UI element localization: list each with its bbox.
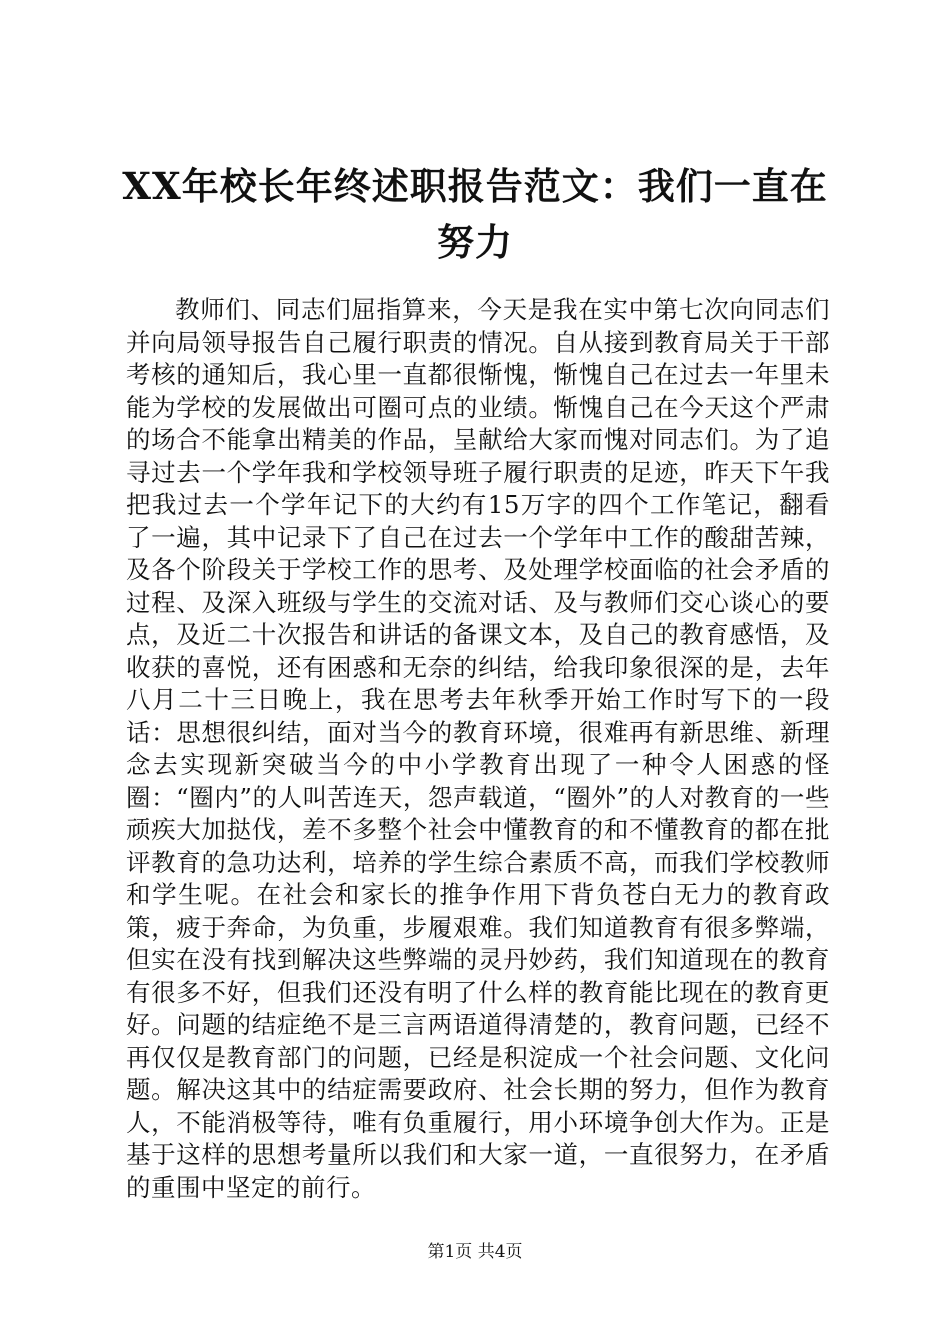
document-title: XX年校长年终述职报告范文：我们一直在努力 — [122, 164, 828, 264]
body-paragraph: 教师们、同志们屈指算来，今天是我在实中第七次向同志们并向局领导报告自己履行职责的情况。自从接到教育局关于干部考核的通知后，我心里一直都很惭愧，惭愧自己在过去一年里未能为学校的发展做出可圈可点的业绩。惭愧自己在今天这个严肃的场合不能拿出精美的作品，呈献给大家而愧对同志们。为了追寻过去一个学年我和学校领导班子履行职责的足迹，昨天下午我把我过去一个学年记下的大约有15万字的四个工作笔记，翻看了一遍，其中记录下了自己在过去一个学年中工作的酸甜苦辣，及各个阶段关于学校工作的思考、及处理学校面临的社会矛盾的过程、及深入班级与学生的交流对话、及与教师们交心谈心的要点，及近二十次报告和讲话的备课文本，及自己的教育感悟，及收获的喜悦，还有困惑和无奈的纠结，给我印象很深的是，去年八月二十三日晚上，我在思考去年秋季开始工作时写下的一段话：思想很纠结，面对当今的教育环境，很难再有新思维、新理念去实现新突破当今的中小学教育出现了一种令人困惑的怪圈：“圈内”的人叫苦连天，怨声载道，“圈外”的人对教育的一些顽疾大加挞伐，差不多整个社会中懂教育的和不懂教育的都在批评教育的急功达利，培养的学生综合素质不高，而我们学校教师和学生呢。在社会和家长的推争作用下背负苍白无力的教育政策，疲于奔命，为负重，步履艰难。我们知道教育有很多弊端，但实在没有找到解决这些弊端的灵丹妙药，我们知道现在的教育有很多不好，但我们还没有明了什么样的教育能比现在的教育更好。问题的结症绝不是三言两语道得清楚的，教育问题，已经不再仅仅是教育部门的问题，已经是积淀成一个社会问题、文化问题。解决这其中的结症需要政府、社会长期的努力，但作为教育人，不能消极等待，唯有负重履行，用小环境争创大作为。正是基于这样的思想考量所以我们和大家一道，一直很努力，在矛盾的重围中坚定的前行。 — [126, 295, 830, 1202]
page-number: 第1页 共4页 — [427, 1242, 523, 1262]
